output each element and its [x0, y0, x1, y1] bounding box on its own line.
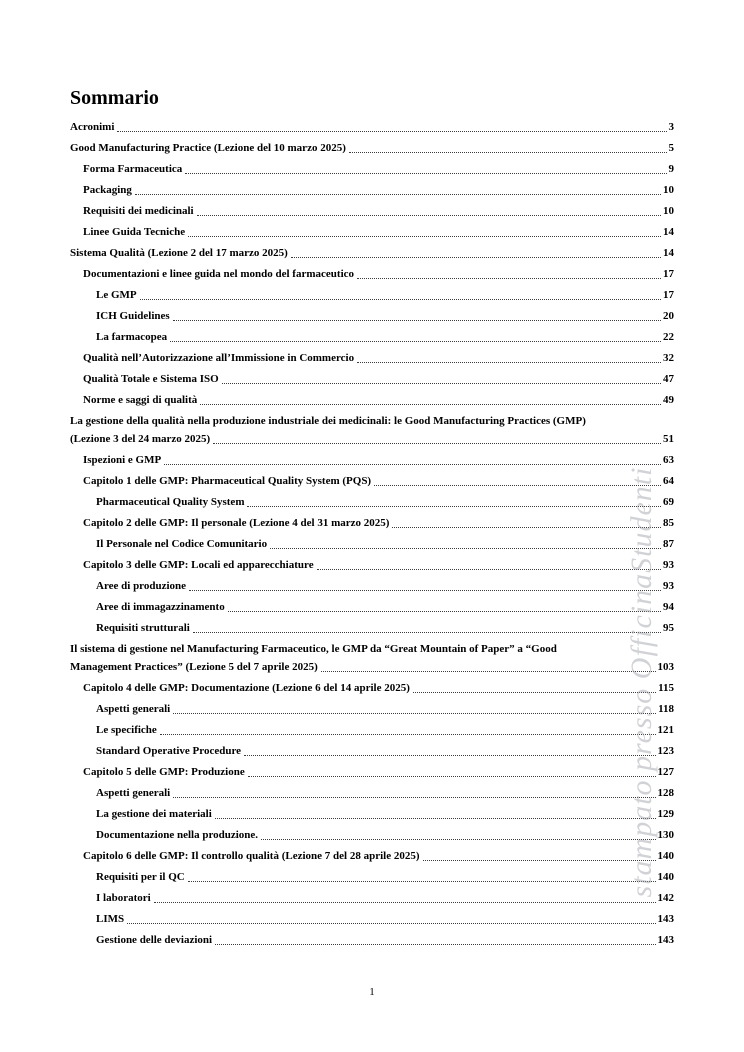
- toc-entry: [70, 787, 674, 800]
- toc-page-number: 127: [657, 766, 674, 778]
- toc-entry-label: Qualità Totale e Sistema ISO: [83, 373, 219, 385]
- toc-page-number: 9: [668, 163, 674, 175]
- toc-page-number: 121: [657, 724, 674, 736]
- toc-entry: [70, 142, 674, 155]
- toc-page-number: 123: [657, 745, 674, 757]
- toc-page-number: 142: [657, 892, 674, 904]
- toc-entry: [70, 289, 674, 302]
- dot-leader: [247, 506, 661, 507]
- toc-entry-label: (Lezione 3 del 24 marzo 2025): [70, 433, 211, 445]
- toc-entry: [70, 538, 674, 551]
- toc-entry-label: Aspetti generali: [96, 787, 171, 799]
- toc-entry-label: Le specifiche: [96, 724, 157, 736]
- toc-entry: [70, 643, 674, 674]
- toc-entry-label: Linee Guida Tecniche: [83, 226, 186, 238]
- toc-entry: [70, 850, 674, 863]
- dot-leader: [173, 797, 655, 798]
- toc-entry-label: Requisiti strutturali: [96, 622, 190, 634]
- toc-page-number: 32: [663, 352, 674, 364]
- toc-page-number: 103: [657, 661, 674, 673]
- toc-page-number: 22: [663, 331, 674, 343]
- toc-entry: [70, 871, 674, 884]
- dot-leader: [248, 776, 656, 777]
- toc-entry-label: Capitolo 3 delle GMP: Locali ed apparecchiature: [83, 559, 314, 571]
- toc-page-number: 47: [663, 373, 674, 385]
- dot-leader: [317, 569, 661, 570]
- toc-page-number: 85: [663, 517, 674, 529]
- toc-entry: [70, 808, 674, 821]
- toc-page-number: 115: [658, 682, 674, 694]
- toc-entry: [70, 475, 674, 488]
- dot-leader: [193, 632, 661, 633]
- toc-entry: [70, 745, 674, 758]
- toc-entry: [70, 934, 674, 947]
- toc-entry: [70, 205, 674, 218]
- toc-page-number: 93: [663, 580, 674, 592]
- toc-entry-label: La gestione dei materiali: [96, 808, 212, 820]
- dot-leader: [140, 299, 661, 300]
- toc-entry: [70, 724, 674, 737]
- dot-leader: [189, 590, 661, 591]
- dot-leader: [270, 548, 661, 549]
- toc-entry: [70, 247, 674, 260]
- toc-page-number: 3: [668, 121, 674, 133]
- toc-entry: [70, 829, 674, 842]
- toc-page-number: 128: [657, 787, 674, 799]
- toc-page-number: 64: [663, 475, 674, 487]
- toc-entry-label: I laboratori: [96, 892, 151, 904]
- dot-leader: [215, 944, 655, 945]
- dot-leader: [197, 215, 661, 216]
- toc-page-number: 143: [657, 913, 674, 925]
- page-content: [70, 86, 674, 955]
- dot-leader: [200, 404, 661, 405]
- toc-page-number: 69: [663, 496, 674, 508]
- toc-entry-label: Good Manufacturing Practice (Lezione del 10 marzo 2025): [70, 142, 346, 154]
- toc-entry: [70, 415, 674, 446]
- toc-entry-label: Acronimi: [70, 121, 115, 133]
- dot-leader: [173, 713, 656, 714]
- dot-leader: [164, 464, 661, 465]
- page-footer: [0, 986, 744, 998]
- dot-leader: [154, 902, 656, 903]
- dot-leader: [135, 194, 661, 195]
- dot-leader: [228, 611, 661, 612]
- toc-page-number: 10: [663, 184, 674, 196]
- toc-entry-label: Forma Farmaceutica: [83, 163, 183, 175]
- toc-entry: [70, 163, 674, 176]
- dot-leader: [392, 527, 661, 528]
- toc-entry: [70, 310, 674, 323]
- toc-entry: [70, 352, 674, 365]
- dot-leader: [173, 320, 661, 321]
- toc-page-number: 140: [657, 850, 674, 862]
- toc-entry-label: Aree di immagazzinamento: [96, 601, 225, 613]
- toc-entry: [70, 559, 674, 572]
- toc-page-number: 143: [657, 934, 674, 946]
- dot-leader: [413, 692, 656, 693]
- toc-entry-label: Documentazioni e linee guida nel mondo del farmaceutico: [83, 268, 355, 280]
- toc-entry: [70, 580, 674, 593]
- toc-entry: [70, 268, 674, 281]
- toc-page-number: 17: [663, 268, 674, 280]
- toc-page-number: 94: [663, 601, 674, 613]
- toc-entry-label: Capitolo 5 delle GMP: Produzione: [83, 766, 245, 778]
- toc-entry-label: Aree di produzione: [96, 580, 187, 592]
- toc-entry-label: Sistema Qualità (Lezione 2 del 17 marzo 2025): [70, 247, 288, 259]
- toc-entry-label: Norme e saggi di qualità: [83, 394, 198, 406]
- toc-page-number: 5: [668, 142, 674, 154]
- toc-entry-label: LIMS: [96, 913, 125, 925]
- dot-leader: [261, 839, 655, 840]
- dot-leader: [357, 278, 661, 279]
- dot-leader: [357, 362, 661, 363]
- toc-entry: [70, 601, 674, 614]
- toc-entry-label: Il sistema di gestione nel Manufacturing Farmaceutico, le GMP da “Great Mountain of Paper” a “Good: [70, 643, 557, 655]
- dot-leader: [244, 755, 655, 756]
- toc-page-number: 63: [663, 454, 674, 466]
- dot-leader: [127, 923, 655, 924]
- dot-leader: [423, 860, 656, 861]
- dot-leader: [222, 383, 661, 384]
- toc-entry-label: Requisiti dei medicinali: [83, 205, 194, 217]
- toc-entry-label: Il Personale nel Codice Comunitario: [96, 538, 268, 550]
- toc-entry-label: Packaging: [83, 184, 132, 196]
- toc-entry: [70, 622, 674, 635]
- toc-page-number: 118: [658, 703, 674, 715]
- toc-page-number: 14: [663, 226, 674, 238]
- dot-leader: [321, 671, 656, 672]
- dot-leader: [185, 173, 666, 174]
- toc-entry-label: Documentazione nella produzione.: [96, 829, 259, 841]
- toc-entry-label: ICH Guidelines: [96, 310, 170, 322]
- toc-entry: [70, 454, 674, 467]
- toc-page-number: 14: [663, 247, 674, 259]
- toc-entry: [70, 517, 674, 530]
- dot-leader: [170, 341, 661, 342]
- dot-leader: [349, 152, 667, 153]
- toc-entry: [70, 913, 674, 926]
- toc-entry-label: Capitolo 6 delle GMP: Il controllo qualità (Lezione 7 del 28 aprile 2025): [83, 850, 420, 862]
- watermark: stampato presso OfficinaStudenti: [625, 466, 658, 898]
- toc-entry-label: Aspetti generali: [96, 703, 171, 715]
- dot-leader: [117, 131, 666, 132]
- dot-leader: [215, 818, 656, 819]
- toc-entry: [70, 331, 674, 344]
- toc-entry: [70, 892, 674, 905]
- dot-leader: [160, 734, 656, 735]
- dot-leader: [188, 881, 656, 882]
- toc-entry: [70, 184, 674, 197]
- toc-entry: [70, 226, 674, 239]
- toc-page-number: 17: [663, 289, 674, 301]
- toc-page-number: 95: [663, 622, 674, 634]
- toc-entry: [70, 682, 674, 695]
- dot-leader: [291, 257, 661, 258]
- table-of-contents: [70, 121, 674, 947]
- toc-page-number: 87: [663, 538, 674, 550]
- page-title: Sommario: [70, 87, 159, 109]
- toc-page-number: 129: [657, 808, 674, 820]
- toc-page-number: 51: [663, 433, 674, 445]
- dot-leader: [188, 236, 661, 237]
- toc-page-number: 49: [663, 394, 674, 406]
- toc-entry-label: Qualità nell’Autorizzazione all’Immissione in Commercio: [83, 352, 355, 364]
- toc-entry-label: La farmacopea: [96, 331, 168, 343]
- toc-entry-label: Pharmaceutical Quality System: [96, 496, 245, 508]
- toc-entry-label: Capitolo 2 delle GMP: Il personale (Lezione 4 del 31 marzo 2025): [83, 517, 390, 529]
- toc-entry-label: Management Practices” (Lezione 5 del 7 aprile 2025): [70, 661, 318, 673]
- toc-page-number: 130: [657, 829, 674, 841]
- dot-leader: [374, 485, 661, 486]
- toc-entry-label: La gestione della qualità nella produzione industriale dei medicinali: le Good Manufacturing Practices (GMP): [70, 415, 586, 427]
- toc-entry: [70, 766, 674, 779]
- toc-entry-label: Requisiti per il QC: [96, 871, 185, 883]
- toc-entry-label: Standard Operative Procedure: [96, 745, 242, 757]
- toc-entry-label: Capitolo 4 delle GMP: Documentazione (Lezione 6 del 14 aprile 2025): [83, 682, 410, 694]
- toc-page-number: 140: [657, 871, 674, 883]
- toc-entry: [70, 121, 674, 134]
- toc-entry: [70, 703, 674, 716]
- toc-entry-label: Capitolo 1 delle GMP: Pharmaceutical Quality System (PQS): [83, 475, 372, 487]
- toc-entry: [70, 373, 674, 386]
- toc-entry-label: Le GMP: [96, 289, 137, 301]
- toc-entry: [70, 394, 674, 407]
- toc-entry-label: Gestione delle deviazioni: [96, 934, 213, 946]
- toc-entry: [70, 496, 674, 509]
- toc-page-number: 20: [663, 310, 674, 322]
- footer-page-number: 1: [369, 986, 375, 998]
- dot-leader: [213, 443, 661, 444]
- toc-page-number: 10: [663, 205, 674, 217]
- toc-page-number: 93: [663, 559, 674, 571]
- toc-entry-label: Ispezioni e GMP: [83, 454, 162, 466]
